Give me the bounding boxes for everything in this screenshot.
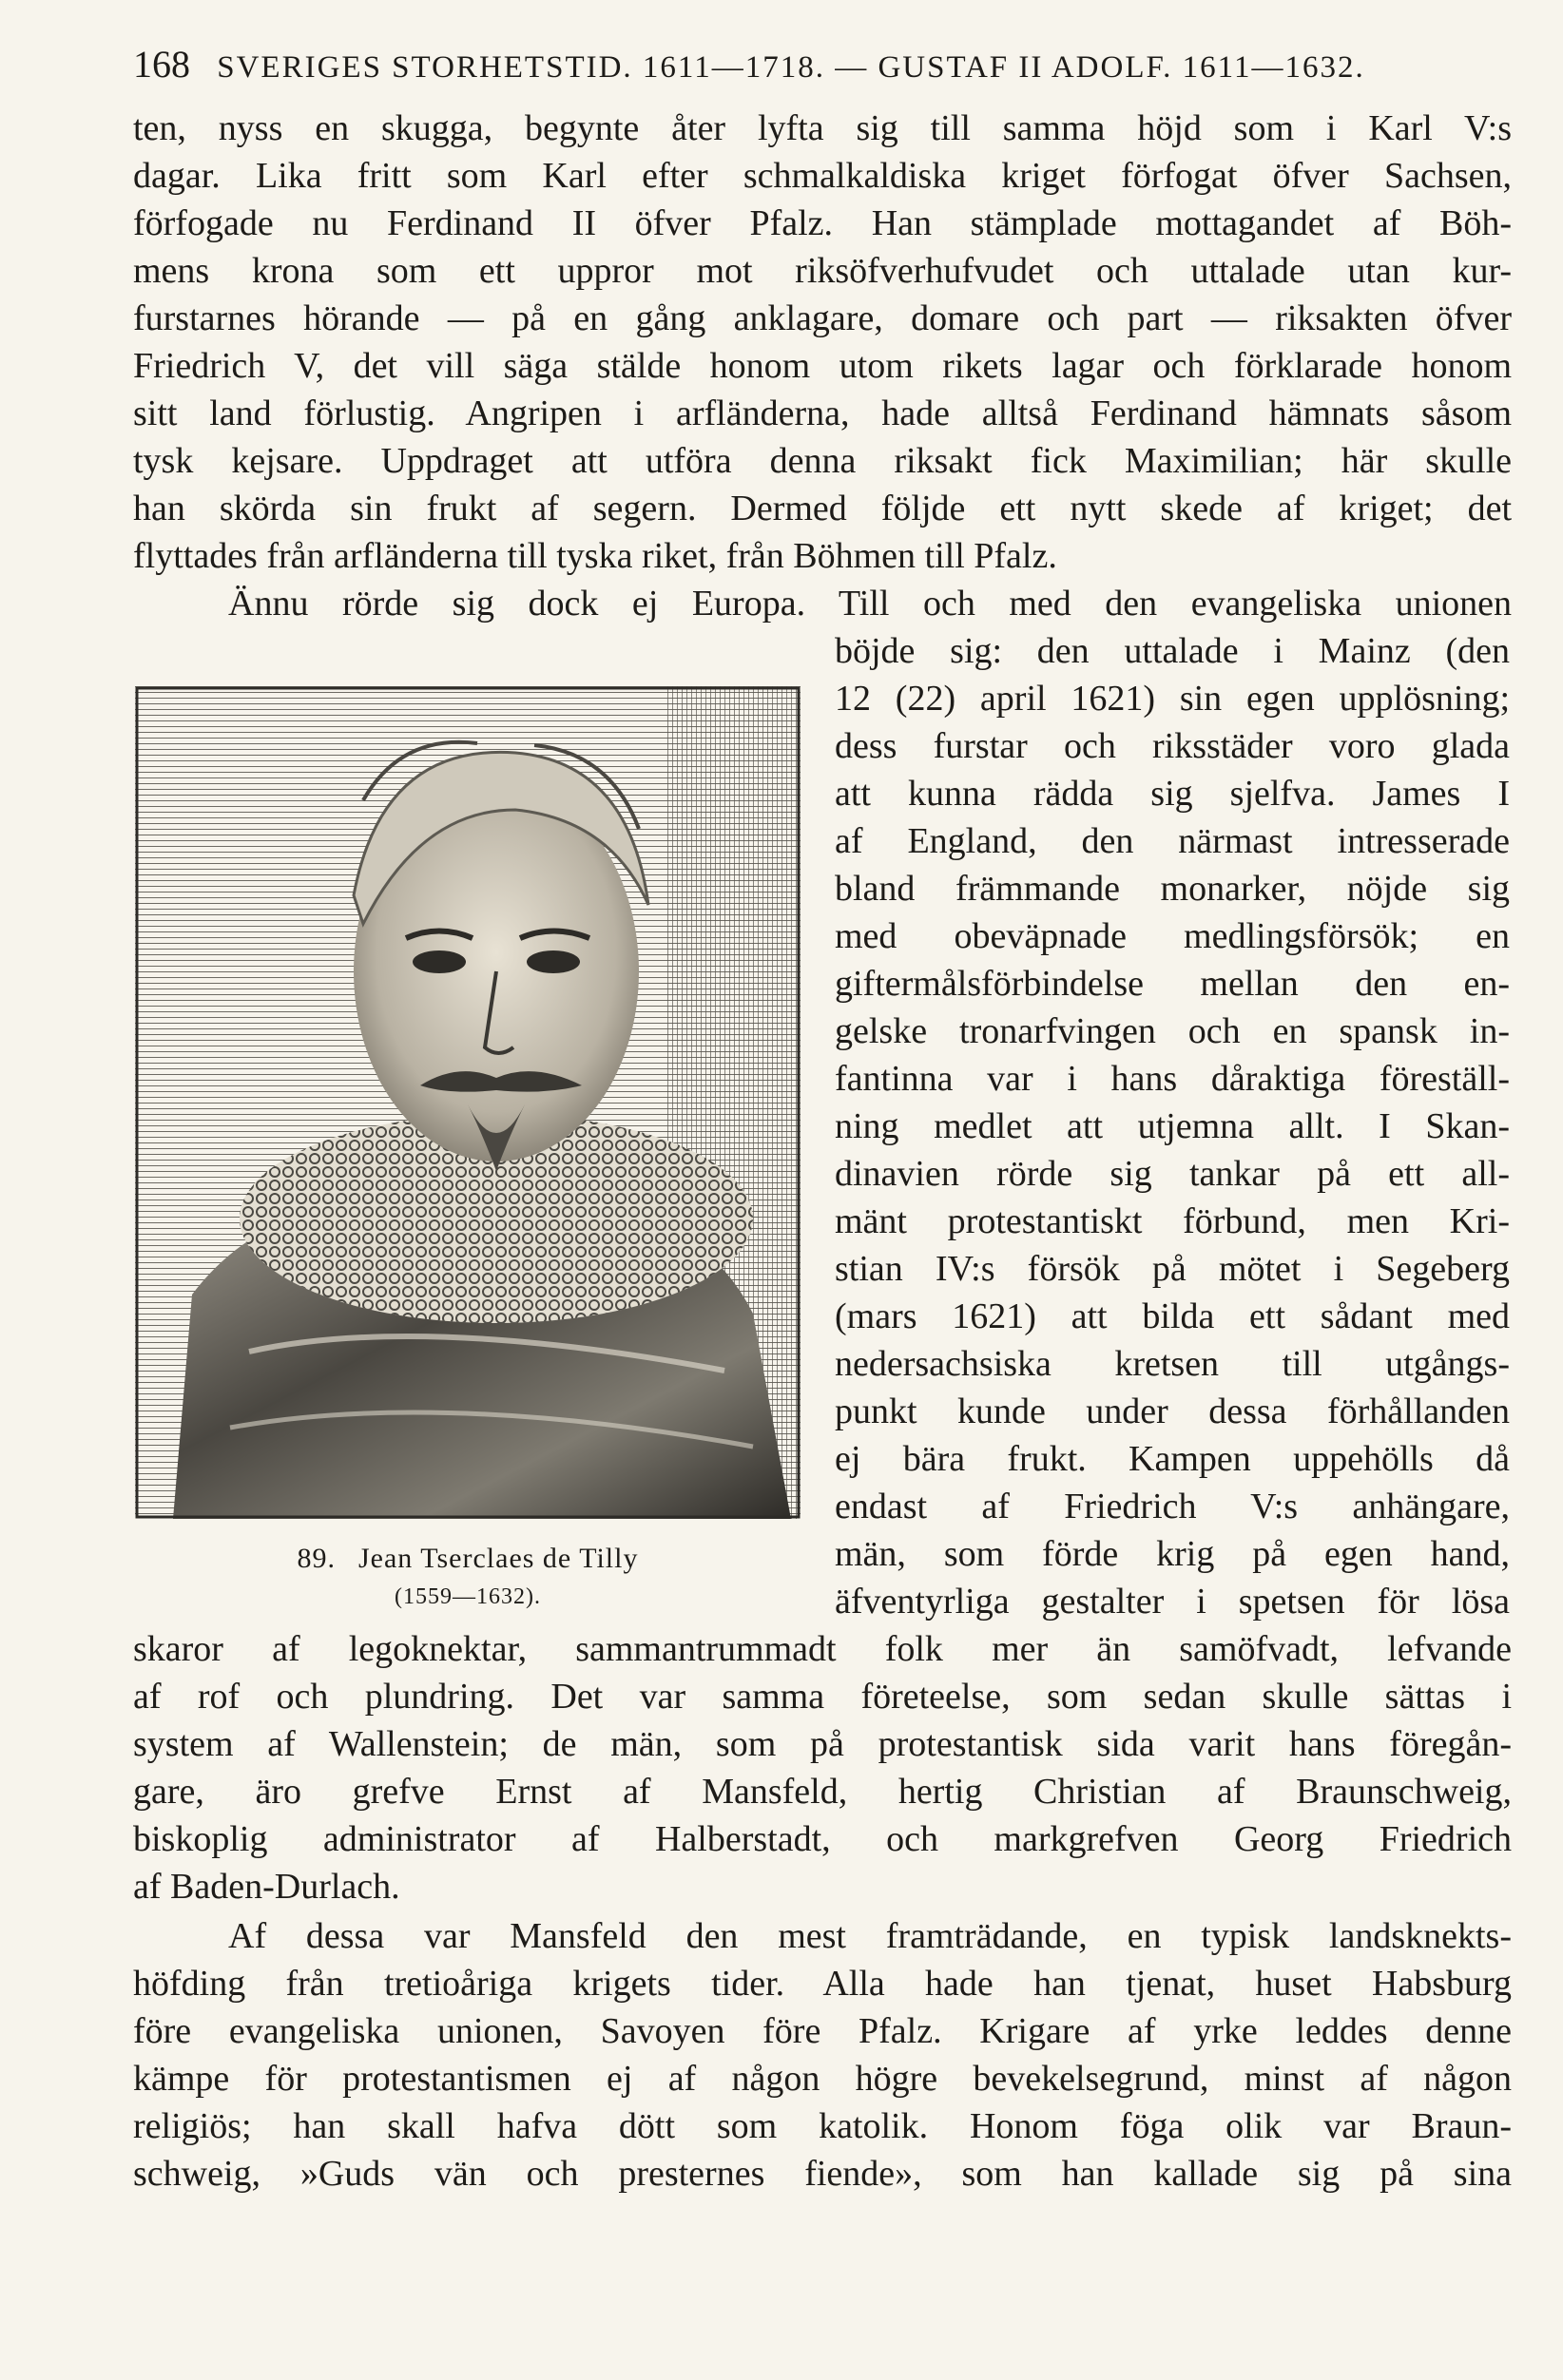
figure-dates: (1559—1632). <box>395 1584 541 1609</box>
text-line: skaror af legoknektar, sammantrummadt folk mer än samöfvadt, lefvande <box>133 1629 1512 1669</box>
wrapped-text-column <box>835 627 1510 1625</box>
text-line: system af Wallenstein; de män, som på protestantisk sida varit hans föregån- <box>133 1724 1512 1764</box>
text-line: schweig, »Guds vän och presternes fiende», som han kallade sig på sina <box>133 2154 1512 2194</box>
figure-name: Jean Tserclaes de Tilly <box>358 1543 639 1574</box>
tilly-portrait-engraving <box>135 686 801 1519</box>
portrait-figure <box>135 686 801 1519</box>
text-line: giftermålsförbindelse mellan den en- <box>835 964 1510 1004</box>
text-line: att kunna rädda sig sjelfva. James I <box>835 774 1510 814</box>
text-line: af Baden-Durlach. <box>133 1867 400 1907</box>
text-line: nedersachsiska kretsen till utgångs- <box>835 1344 1510 1384</box>
text-line: dagar. Lika fritt som Karl efter schmalkaldiska kriget förfogat öfver Sachsen, <box>133 156 1512 196</box>
text-line: Af dessa var Mansfeld den mest framträdande, en typisk landsknekts- <box>228 1916 1512 1956</box>
text-line: kämpe för protestantismen ej af någon högre bevekelsegrund, minst af någon <box>133 2059 1512 2099</box>
paragraph-1 <box>133 105 1512 627</box>
text-line: dess furstar och riksstäder voro glada <box>835 726 1510 766</box>
text-line: mens krona som ett uppror mot riksöfverhufvudet och uttalade utan kur- <box>133 251 1512 291</box>
text-line: biskoplig administrator af Halberstadt, och markgrefven Georg Friedrich <box>133 1819 1512 1859</box>
text-line: gelske tronarfvingen och en spansk in- <box>835 1011 1510 1051</box>
text-line: förfogade nu Ferdinand II öfver Pfalz. Han stämplade mottagandet af Böh- <box>133 203 1512 243</box>
text-line: af rof och plundring. Det var samma företeelse, som sedan skulle sättas i <box>133 1677 1512 1717</box>
text-line: mänt protestantiskt förbund, men Kri- <box>835 1201 1510 1241</box>
text-line: före evangeliska unionen, Savoyen före Pfalz. Krigare af yrke leddes denne <box>133 2011 1512 2051</box>
running-header <box>133 42 1464 86</box>
running-title: SVERIGES STORHETSTID. 1611—1718. — GUSTAF II ADOLF. 1611—1632. <box>217 50 1365 85</box>
text-line: höfding från tretioåriga krigets tider. Alla hade han tjenat, huset Habsburg <box>133 1964 1512 2004</box>
figure-caption <box>135 1540 801 1616</box>
text-line: Friedrich V, det vill säga stälde honom utom rikets lagar och förklarade honom <box>133 346 1512 386</box>
text-line: tysk kejsare. Uppdraget att utföra denna riksakt fick Maximilian; här skulle <box>133 441 1512 481</box>
text-line: män, som förde krig på egen hand, <box>835 1534 1510 1574</box>
text-line: gare, äro grefve Ernst af Mansfeld, hertig Christian af Braunschweig, <box>133 1772 1512 1812</box>
text-line: med obeväpnade medlingsförsök; en <box>835 916 1510 956</box>
paragraph-3 <box>133 1912 1512 2198</box>
text-line: ej bära frukt. Kampen uppehölls då <box>835 1439 1510 1479</box>
text-line: bland främmande monarker, nöjde sig <box>835 869 1510 909</box>
text-line: stian IV:s försök på mötet i Segeberg <box>835 1249 1510 1289</box>
text-line: punkt kunde under dessa förhållanden <box>835 1392 1510 1431</box>
text-line: sitt land förlustig. Angripen i arfländerna, hade alltså Ferdinand hämnats såsom <box>133 393 1512 433</box>
text-line: endast af Friedrich V:s anhängare, <box>835 1487 1510 1526</box>
text-line: dinavien rörde sig tankar på ett all- <box>835 1154 1510 1194</box>
text-line: religiös; han skall hafva dött som katolik. Honom föga olik var Braun- <box>133 2106 1512 2146</box>
figure-number: 89. <box>297 1543 336 1574</box>
text-line: (mars 1621) att bilda ett sådant med <box>835 1296 1510 1336</box>
text-line: ning medlet att utjemna allt. I Skan- <box>835 1106 1510 1146</box>
text-line: äfventyrliga gestalter i spetsen för lösa <box>835 1582 1510 1622</box>
text-line: fantinna var i hans dåraktiga föreställ- <box>835 1059 1510 1099</box>
page-number: 168 <box>133 43 190 86</box>
text-line: böjde sig: den uttalade i Mainz (den <box>835 631 1510 671</box>
text-line: af England, den närmast intresserade <box>835 821 1510 861</box>
text-line: ten, nyss en skugga, begynte åter lyfta sig till samma höjd som i Karl V:s <box>133 108 1512 148</box>
text-line: flyttades från arfländerna till tyska riket, från Böhmen till Pfalz. <box>133 536 1057 576</box>
paragraph-2-continued <box>133 1625 1512 1910</box>
text-line: 12 (22) april 1621) sin egen upplösning; <box>835 679 1510 719</box>
text-line: han skörda sin frukt af segern. Dermed följde ett nytt skede af kriget; det <box>133 489 1512 528</box>
text-line: Ännu rörde sig dock ej Europa. Till och med den evangeliska unionen <box>228 584 1512 624</box>
text-line: furstarnes hörande — på en gång anklagare, domare och part — riksakten öfver <box>133 298 1512 338</box>
